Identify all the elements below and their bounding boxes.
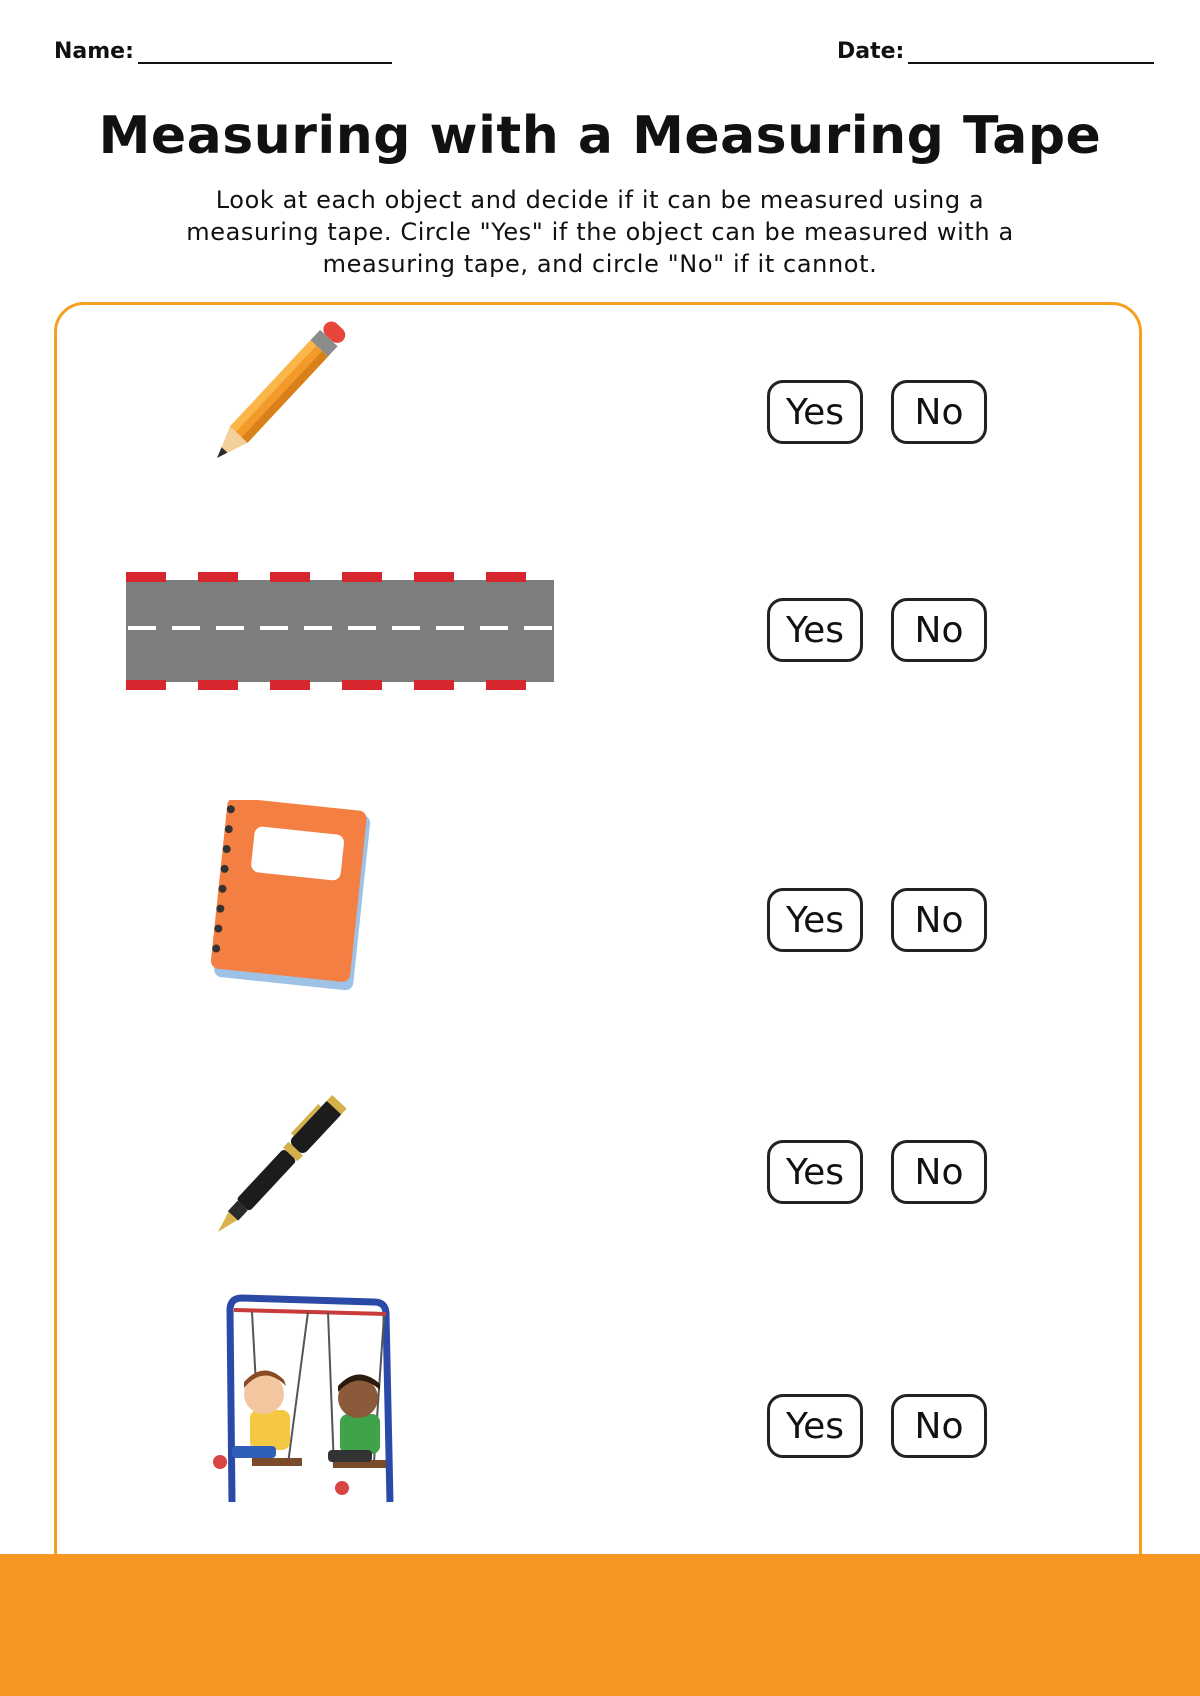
no-option[interactable]: No [891,598,987,662]
name-input-line[interactable] [138,38,392,64]
yes-option[interactable]: Yes [767,598,863,662]
yes-option[interactable]: Yes [767,888,863,952]
date-field[interactable] [837,38,1154,64]
fountain-pen-icon [212,1090,362,1238]
swing-set-icon [204,1290,418,1506]
date-input-line[interactable] [908,38,1154,64]
date-label: Date: [837,39,905,64]
road-icon [126,570,556,692]
notebook-icon [208,800,374,994]
yes-option[interactable]: Yes [767,1394,863,1458]
name-field[interactable] [54,38,392,64]
name-label: Name: [54,39,134,64]
pencil-icon [205,318,365,468]
no-option[interactable]: No [891,1394,987,1458]
yes-option[interactable]: Yes [767,1140,863,1204]
no-option[interactable]: No [891,380,987,444]
footer-band [0,1554,1200,1696]
instructions-text: Look at each object and decide if it can be measured using a measuring tape. Circle "Yes" if the object can be measured with a measuring tape, and circle "No" if it cannot. [186,186,1014,278]
yes-option[interactable]: Yes [767,380,863,444]
no-option[interactable]: No [891,888,987,952]
no-option[interactable]: No [891,1140,987,1204]
page-title: Measuring with a Measuring Tape [98,106,1102,166]
